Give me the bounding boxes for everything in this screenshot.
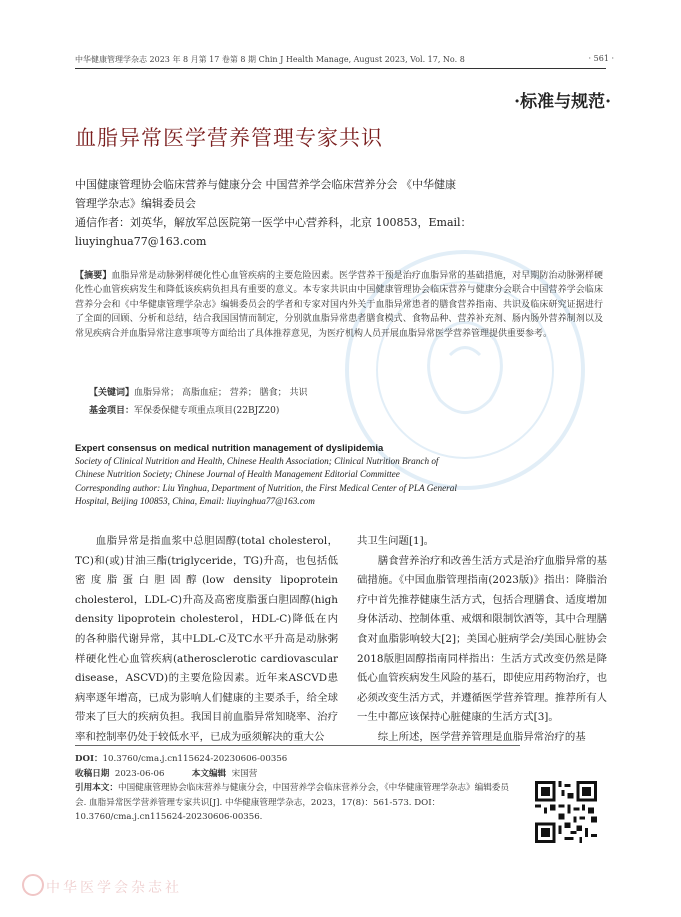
corresponding-author: 通信作者：刘英华，解放军总医院第一医学中心营养科，北京 100853，Email： <box>75 216 472 229</box>
corresponding-email[interactable]: liuyinghua77@163.com <box>75 235 207 248</box>
english-authors: Society of Clinical Nutrition and Health, Chinese Health Association; Clinical Nutrition Branch of <box>75 456 439 467</box>
footer-rule <box>75 745 520 746</box>
funding-text: 军保委保健专项重点项目(22BJZ20) <box>134 406 280 416</box>
citation-text: 中国健康管理协会临床营养与健康分会，中国营养学会临床营养分会，《中华健康管理学杂志》编辑委员会. 血脂异常医学营养管理专家共识[J]. 中华健康管理学杂志，2023，17(8)：561-573. DOI：10.3760/cma.j.cn115624-20230606-00356. <box>75 783 509 822</box>
dates-line <box>75 767 520 782</box>
doi-link[interactable]: 10.3760/cma.j.cn115624-20230606-00356 <box>102 754 288 764</box>
abstract-text: 血脂异常是动脉粥样硬化性心血管疾病的主要危险因素。医学营养干预是治疗血脂异常的基础措施，对早期防治动脉粥样硬化性心血管疾病发生和降低该疾病负担具有重要的意义。本专家共识由中国健康管理协会临床营养与健康分会联合中国营养学会临床营养分会和《中华健康管理学杂志》编辑委员会的学者和专家对国内外关于血脂异常患者的膳食营养指南、共识及临床研究证据进行了全面的回顾、分析和总结，结合我国国情而制定，分别就血脂异常患者膳食模式、食物品种、营养补充剂、肠内肠外营养制剂以及常见疾病合并血脂异常注意事项等方面给出了具体推荐意见，为医疗机构人员开展血脂异常医学营养管理提供重要参考。 <box>75 271 603 339</box>
citation-label: 引用本文： <box>75 783 118 793</box>
received-date: 2023-06-06 <box>114 768 165 779</box>
citation <box>75 781 520 825</box>
editor-label: 本文编辑 <box>191 768 227 779</box>
abstract-label: 【摘要】 <box>75 271 112 281</box>
article-footer <box>75 752 520 825</box>
body-paragraph: 共卫生问题[1]。 <box>357 535 435 547</box>
author-block <box>75 175 510 251</box>
body-paragraph: 膳食营养治疗和改善生活方式是治疗血脂异常的基础措施。《中国血脂管理指南(2023版)》指出：降脂治疗中首先推荐健康生活方式，包括合理膳食、适度增加身体活动、控制体重、戒烟和限制饮酒等，其中合理膳食对血脂影响较大[2]；美国心脏病学会/美国心脏协会2018版胆固醇指南同样指出：生活方式改变仍然是降低心血管疾病发生风险的基石，即使应用药物治疗，也必须改变生活方式，并遵循医学营养管理。推荐所有人一生中都应该保持心脏健康的生活方式[3]。 <box>357 554 607 724</box>
publisher-logo-icon <box>22 874 44 896</box>
english-corresponding: Hospital, Beijing 100853, China, Email: liuyinghua77@163.com <box>75 495 315 506</box>
english-corresponding: Corresponding author: Liu Yinghua, Department of Nutrition, the First Medical Center of PLA General <box>75 482 457 493</box>
keywords-label: 【关键词】 <box>89 388 135 398</box>
header-rule <box>75 68 606 69</box>
body-column-right <box>357 532 607 748</box>
keywords <box>89 385 307 398</box>
doi-line <box>75 752 520 767</box>
editor-name: 宋国营 <box>231 768 258 779</box>
body-column-left <box>75 532 338 748</box>
abstract <box>75 269 603 341</box>
english-authors: Chinese Nutrition Society; Chinese Journal of Health Management Editorial Committee <box>75 469 400 480</box>
page-number: · 561 · <box>588 54 614 63</box>
received-label: 收稿日期 <box>75 768 110 779</box>
author-line: 管理学杂志》编辑委员会 <box>75 197 196 210</box>
section-tag: ·标准与规范· <box>514 92 611 112</box>
keywords-text: 血脂异常； 高脂血症； 营养； 膳食； 共识 <box>134 388 308 398</box>
funding-label: 基金项目： <box>89 406 135 416</box>
qr-code-icon[interactable] <box>535 781 597 843</box>
journal-header: 中华健康管理学杂志 2023 年 8 月第 17 卷第 8 期 Chin J Health Manage, August 2023, Vol. 17, No. 8 <box>75 55 465 64</box>
publisher-logo-text: 中华医学会杂志社 <box>46 880 182 896</box>
funding <box>89 403 279 416</box>
english-abstract-header <box>75 442 615 508</box>
body-paragraph: 血脂异常是指血浆中总胆固醇(total cholesterol，TC)和(或)甘油三酯(triglyceride，TG)升高，也包括低密度脂蛋白胆固醇(low density lipoprotein cholesterol，LDL-C)升高及高密度脂蛋白胆固醇(high density lipoprotein cholesterol，HDL-C)降低在内的各种脂代谢异常，其中LDL-C及TC水平升高是动脉粥样硬化性心血管疾病(atherosclerotic cardiovascular disease，ASCVD)的主要危险因素。近年来ASCVD患病率逐年增高，已成为影响人们健康的主要杀手，给全球带来了巨大的疾病负担。我国目前血脂异常知晓率、治疗率和控制率仍处于较低水平，已成为亟须解决的重大公 <box>75 535 338 743</box>
doi-label: DOI： <box>75 754 103 764</box>
english-title: Expert consensus on medical nutrition management of dyslipidemia <box>75 443 384 454</box>
author-line: 中国健康管理协会临床营养与健康分会 中国营养学会临床营养分会 《中华健康 <box>75 178 456 191</box>
article-title: 血脂异常医学营养管理专家共识 <box>75 126 383 150</box>
body-paragraph: 综上所述，医学营养管理是血脂异常治疗的基 <box>377 730 586 743</box>
